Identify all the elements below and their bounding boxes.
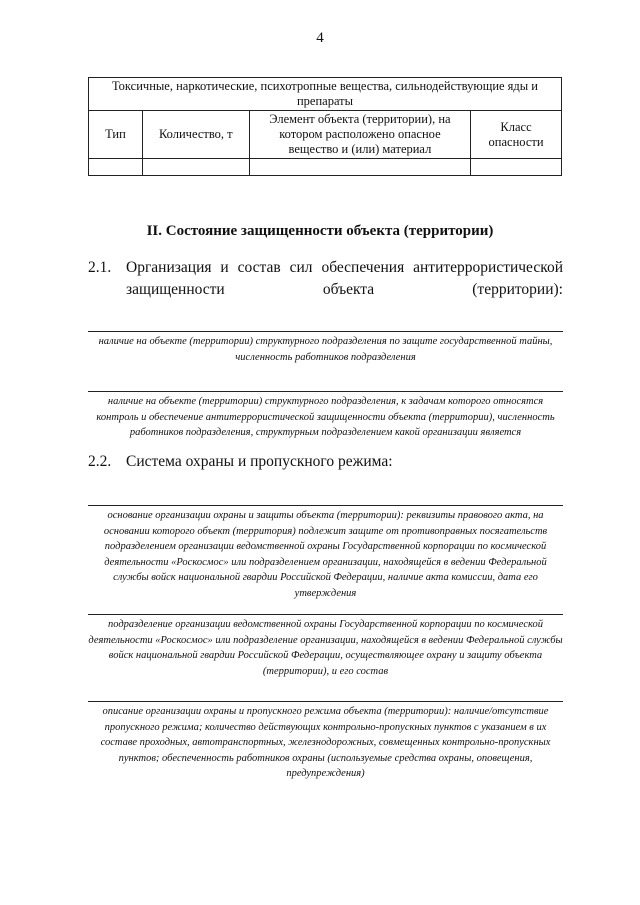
field-caption: описание организации охраны и пропускного режима объекта (территории): наличие/отсутствие пропускного режима; количество действующих контрольно-пропускных пунктов с указанием в их составе проходных, автотранспортных, железнодорожных, совмещенных контрольно-пропускных пунктов; обеспеченность работников охраны (используемые средства охраны, оповещения, предупреждения) <box>100 706 551 780</box>
item-number: 2.2. <box>88 453 112 470</box>
field-security-unit <box>88 614 563 679</box>
field-caption: основание организации охраны и защиты объекта (территории): реквизиты правового акта, на основании которого объект (территория) подлежит защите от противоправных посягательств подразделением организации ведомственной охраны Государственной корпорации по космической деятельности «Роскосмос» или подразделением организации, находящейся в ведении Федеральной службы войск национальной гвардии Российской Федерации, наличие акта комиссии, дата его утверждения <box>103 510 548 599</box>
hazardous-substances-table <box>88 77 562 176</box>
field-security-basis <box>88 505 563 601</box>
item-2-1 <box>88 257 563 302</box>
table-cell[interactable] <box>249 159 470 176</box>
column-header-type: Тип <box>89 111 143 159</box>
field-caption: подразделение организации ведомственной охраны Государственной корпорации по космической деятельности «Роскосмос» или подразделение организации, находящейся в ведении Федеральной службы войск национальной гвардии Российской Федерации, осуществляющее охрану и защиту объекта (территории), и его состав <box>88 619 563 677</box>
table-row <box>89 159 562 176</box>
column-header-hazard-class: Класс опасности <box>471 111 562 159</box>
table-header-group-row <box>89 78 562 111</box>
item-text: Система охраны и пропускного режима: <box>126 453 393 470</box>
page-number: 4 <box>316 30 324 46</box>
table-group-header: Токсичные, наркотические, психотропные вещества, сильнодействующие яды и препараты <box>89 78 562 111</box>
table-header-row <box>89 111 562 159</box>
table-cell[interactable] <box>89 159 143 176</box>
fill-in-line[interactable] <box>88 391 563 392</box>
field-access-control <box>88 701 563 782</box>
field-caption: наличие на объекте (территории) структурного подразделения по защите государственной тайны, численность работников подразделения <box>98 336 553 363</box>
column-header-element: Элемент объекта (территории), на котором расположено опасное вещество и (или) материал <box>249 111 470 159</box>
section-title: II. Состояние защищенности объекта (территории) <box>146 223 494 239</box>
fill-in-line[interactable] <box>88 505 563 506</box>
table-cell[interactable] <box>471 159 562 176</box>
fill-in-line[interactable] <box>88 331 563 332</box>
fill-in-line[interactable] <box>88 701 563 702</box>
field-antiterror-unit <box>88 391 563 441</box>
item-text: Организация и состав сил обеспечения антитеррористической защищенности объекта (территории): <box>126 259 563 299</box>
field-state-secret-unit <box>88 331 563 365</box>
fill-in-line[interactable] <box>88 614 563 615</box>
item-2-2 <box>88 451 563 473</box>
table-cell[interactable] <box>142 159 249 176</box>
item-number: 2.1. <box>88 259 112 276</box>
field-caption: наличие на объекте (территории) структурного подразделения, к задачам которого относятся контроль и обеспечение антитеррористической защищенности объекта (территории), численность работников подразделения, структурным подразделением какой организации является <box>96 396 555 439</box>
column-header-quantity: Количество, т <box>142 111 249 159</box>
